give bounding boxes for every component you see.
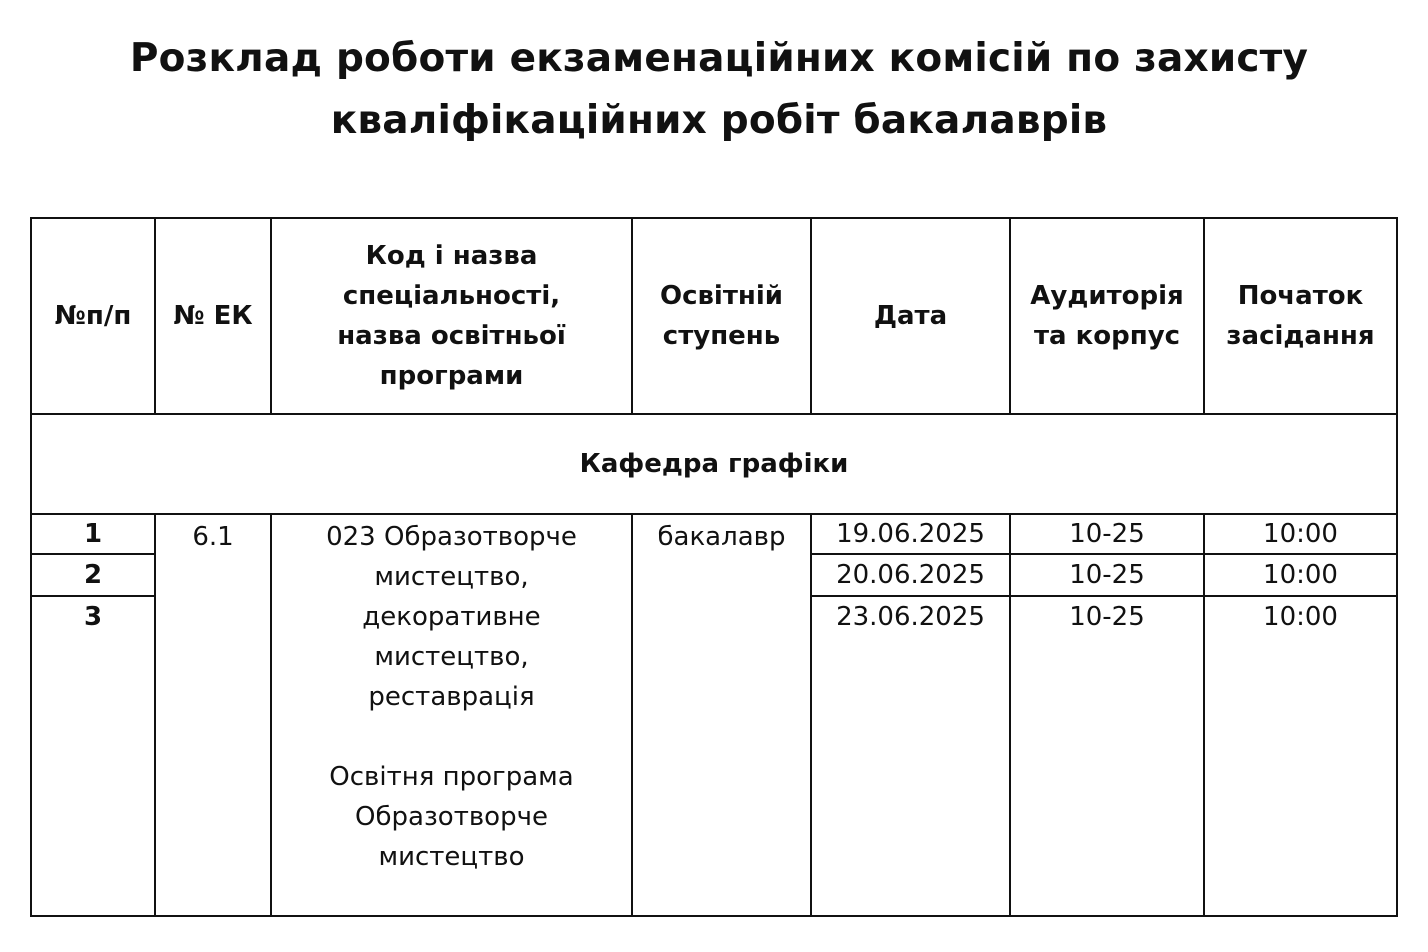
row-date-value: 20.06.2025 [836, 560, 985, 590]
row-1-date [812, 515, 1009, 553]
row-2-start [1205, 555, 1396, 595]
header-num-label: №п/п [54, 301, 132, 331]
specialty-line: мистецтво, [374, 642, 529, 672]
program-line: Освітня програма [329, 762, 574, 792]
header-ek-label: № ЕК [173, 301, 253, 331]
header-start-line: засідання [1226, 321, 1375, 351]
body-col-divider-3 [631, 514, 633, 916]
title-line-2: кваліфікаційних робіт бакалаврів [330, 98, 1108, 143]
header-degree-line: Освітній [659, 281, 784, 311]
header-date-label: Дата [873, 301, 948, 331]
title-line-1: Розклад роботи екзаменаційних комісій по захисту [129, 36, 1309, 81]
section-department-label: Кафедра графіки [579, 449, 849, 479]
table-border-bottom [30, 915, 1398, 917]
row-2-date [812, 555, 1009, 595]
body-col-divider-1 [154, 514, 156, 916]
row-2-num [32, 555, 154, 595]
header-ek [156, 219, 270, 413]
row-3-room [1011, 597, 1203, 637]
header-specialty-line: програми [379, 361, 524, 391]
specialty-line: реставрація [368, 682, 535, 712]
header-room-line: Аудиторія [1030, 281, 1184, 311]
group-degree-value: бакалавр [657, 522, 786, 552]
header-specialty-line: спеціальності, [342, 281, 561, 311]
group-ek-value: 6.1 [192, 522, 234, 552]
row-room-value: 10-25 [1069, 602, 1145, 632]
header-room [1011, 219, 1203, 413]
row-3-num [32, 597, 154, 637]
group-specialty [272, 517, 631, 913]
row-start-value: 10:00 [1263, 519, 1338, 549]
row-num-value: 2 [83, 560, 103, 590]
group-ek [156, 517, 270, 557]
header-num [32, 219, 154, 413]
header-date [812, 219, 1009, 413]
row-3-start [1205, 597, 1396, 637]
row-room-value: 10-25 [1069, 519, 1145, 549]
group-degree [633, 517, 810, 557]
program-line: мистецтво [378, 842, 525, 872]
row-1-num [32, 515, 154, 553]
row-2-room [1011, 555, 1203, 595]
row-date-value: 23.06.2025 [836, 602, 985, 632]
table-border-right [1396, 217, 1398, 917]
row-1-room [1011, 515, 1203, 553]
specialty-line: мистецтво, [374, 562, 529, 592]
specialty-line: 023 Образотворче [326, 522, 577, 552]
header-specialty [272, 219, 631, 413]
row-room-value: 10-25 [1069, 560, 1145, 590]
header-room-line: та корпус [1033, 321, 1181, 351]
specialty-line: декоративне [362, 602, 541, 632]
row-num-value: 3 [83, 602, 103, 632]
header-specialty-line: Код і назва [365, 241, 538, 271]
header-specialty-line: назва освітньої [337, 321, 566, 351]
section-department [32, 415, 1396, 513]
header-start [1205, 219, 1396, 413]
row-3-date [812, 597, 1009, 637]
row-date-value: 19.06.2025 [836, 519, 985, 549]
schedule-table [30, 217, 1398, 917]
header-start-line: Початок [1237, 281, 1364, 311]
row-start-value: 10:00 [1263, 560, 1338, 590]
header-degree [633, 219, 810, 413]
row-num-value: 1 [83, 519, 103, 549]
program-line: Образотворче [355, 802, 548, 832]
row-start-value: 10:00 [1263, 602, 1338, 632]
page-title [0, 28, 1428, 152]
header-degree-line: ступень [662, 321, 781, 351]
row-1-start [1205, 515, 1396, 553]
